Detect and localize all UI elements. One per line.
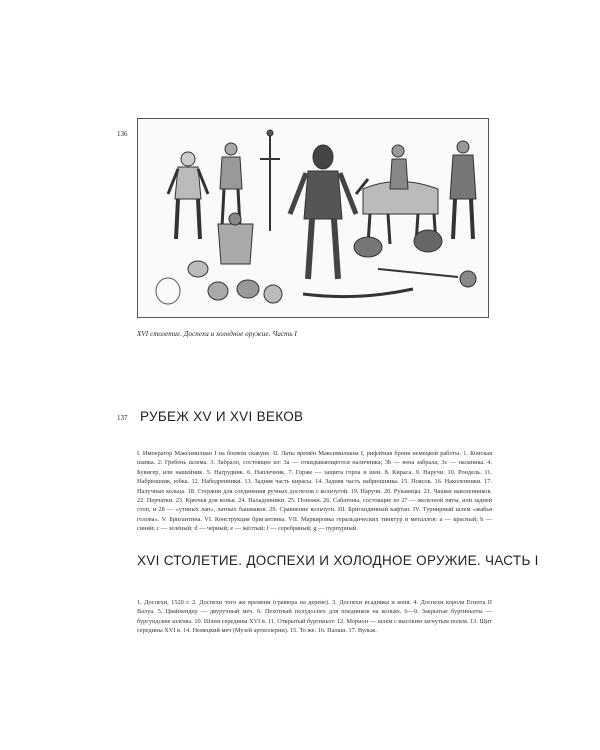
section-heading-1: РУБЕЖ XV И XVI ВЕКОВ — [140, 409, 304, 424]
figure-caption: XVI столетие. Доспехи и холодное оружие. Часть I — [137, 330, 297, 338]
saber-figure — [303, 269, 476, 297]
armor-figure-center — [290, 145, 356, 279]
page-number-middle: 137 — [117, 414, 128, 422]
page-number-top: 136 — [117, 130, 128, 138]
section-heading-2: XVI СТОЛЕТИЕ. ДОСПЕХИ И ХОЛОДНОЕ ОРУЖИЕ. ЧАСТЬ I — [137, 553, 539, 568]
armor-figure-1 — [168, 152, 208, 239]
section-2-text: 1. Доспехи, 1520 г. 2. Доспехи того же времени (гравюра на дереве). 3. Доспехи всадника и коня. 4. Доспехи короля Египта II Валуа. 5. Цвайхендер — двуручный меч. 6. Пехотный полудоспех для поединков на копьях. 6—9. Закрытые бургиньоты — бургундские шлемы. 10. Шлем середины XVI в. 11. Открытый бургиньот. 12. Морион — шлем с высоким загнутым полем. 13. Щит середины XVI в. 14. Немецкий меч (Музей артиллерии). 15. То же. 16. Палаш. 17. Вульж. — [137, 599, 492, 635]
armor-figure-right — [450, 141, 476, 239]
armor-engraving-image — [138, 119, 488, 317]
armor-illustration — [137, 118, 489, 318]
horse-rider-figure — [356, 145, 438, 244]
section-1-text: I. Император Максимилиан I на боевом скакуне. II. Латы времён Максимилиана I, рифлёная броня немецкой работы. 1. Конская шапка. 2. Гребень шлема. 3. Забрало, состоящее из: 3а — откидывающегося наличника; 3b — вена забрала; 3c — наланика. 4. Бувигер, или нашейник. 5. Нагрудник. 6. Наплечник. 7. Горже — защита горла и шеи. 8. Кираса. 9. Наручи. 10. Рондель. 11. Набрюшник, юбка. 12. Набедренники. 13. Задняя часть кирасы. 14. Задняя часть набрюшника. 15. Поясок. 16. Наколенники. 17. Налучные кольца. 18. Стержни для соединения ручных доспехов с кольчугой. 19. Наручи. 20. Рукавицы. 21. Чашки наколенников. 22. Перчатки. 23. Крючья для копья. 24. Наладонники. 25. Поножи. 26. Сабатоны, состоящие из 27 — железной пяты, или задней стоп, и 28 — «утиных лап», латных башмаков. 29. Сравнение кольчуги. III. Бригандинный кафтан. IV. Турнирный шлем «жабья голова». V. Бригантина. VI. Конструкция бригантины. VII. Маркировка геральдических тинктур и металлов: a — красный; b — синий; c — зелёный; d — чёрный; e — жёлтый; f — серебряный; g — пурпурный. — [137, 450, 492, 533]
sword-figure — [260, 130, 280, 231]
